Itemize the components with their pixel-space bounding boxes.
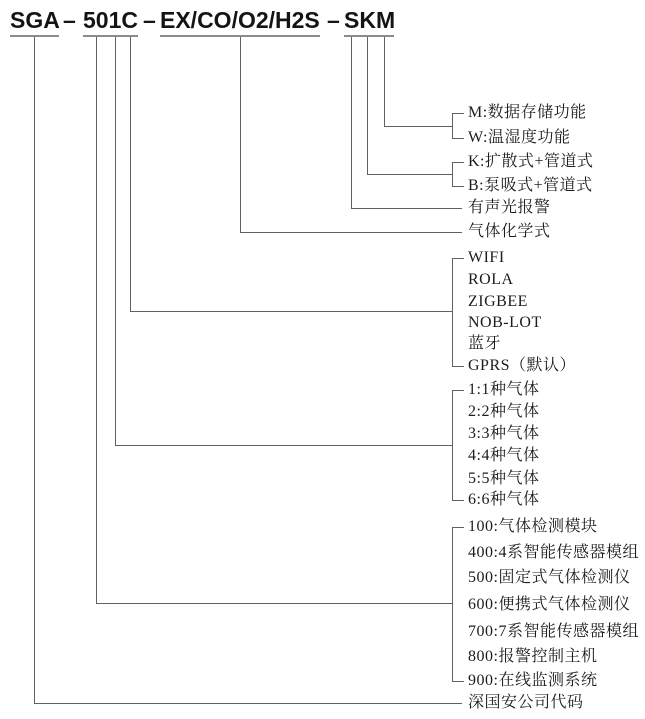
label-comm-nob-lot: NOB-LOT	[468, 314, 542, 331]
title-company-code: SGA	[10, 7, 60, 33]
label-alarm: 有声光报警	[468, 199, 551, 216]
drop-line-series	[96, 37, 97, 604]
title-gas-count-digit: 1	[108, 7, 122, 33]
bracket-comm-tick-bottom	[452, 366, 464, 367]
bracket-gas-count	[452, 390, 453, 501]
title-suffix-letters	[344, 7, 395, 34]
connector-chemical	[240, 232, 462, 233]
bracket-sampling-tick-top	[452, 162, 464, 163]
label-gas-5: 5:5种气体	[468, 470, 540, 487]
label-comm-gprs: GPRS（默认）	[468, 357, 577, 374]
label-gas-6: 6:6种气体	[468, 491, 540, 508]
label-gas-2: 2:2种气体	[468, 403, 540, 420]
label-sampling-k: K:扩散式+管道式	[468, 153, 594, 170]
bracket-sampling	[452, 162, 453, 187]
drop-line-company	[34, 37, 35, 704]
bracket-storage-tick-top	[452, 113, 464, 114]
title-storage-letter: M	[375, 7, 396, 33]
label-product-500: 500:固定式气体检测仪	[468, 569, 631, 586]
bracket-storage	[452, 113, 453, 139]
title-dash-1: –	[63, 7, 76, 33]
drop-line-storage	[384, 37, 385, 127]
label-product-100: 100:气体检测模块	[468, 518, 598, 535]
drop-line-alarm	[351, 37, 352, 209]
connector-product	[96, 603, 453, 604]
bracket-storage-tick-bottom	[452, 138, 464, 139]
label-gas-1: 1:1种气体	[468, 381, 540, 398]
connector-alarm	[351, 208, 462, 209]
label-gas-3: 3:3种气体	[468, 425, 540, 442]
label-gas-4: 4:4种气体	[468, 447, 540, 464]
label-product-400: 400:4系智能传感器模组	[468, 544, 639, 561]
bracket-comm-tick-top	[452, 258, 464, 259]
bracket-gas-count-tick-top	[452, 390, 464, 391]
drop-line-gas-formula	[240, 37, 241, 233]
title-gas-formula: EX/CO/O2/H2S	[160, 7, 320, 33]
drop-line-sampling	[367, 37, 368, 175]
label-product-600: 600:便携式气体检测仪	[468, 596, 631, 613]
label-chemical: 气体化学式	[468, 223, 551, 240]
label-product-800: 800:报警控制主机	[468, 648, 598, 665]
bracket-product	[452, 527, 453, 682]
title-comm-letter: C	[121, 7, 139, 33]
title-series-digit: 50	[83, 7, 109, 33]
label-product-900: 900:在线监测系统	[468, 672, 598, 689]
label-company-code: 深国安公司代码	[468, 694, 584, 711]
title-sampling-letter: K	[359, 7, 376, 33]
bracket-gas-count-tick-bottom	[452, 500, 464, 501]
title-model-number	[83, 7, 138, 34]
label-storage-w: W:温湿度功能	[468, 129, 571, 146]
bracket-product-tick-bottom	[452, 681, 464, 682]
connector-storage	[384, 126, 453, 127]
label-comm-wifi: WIFI	[468, 249, 505, 266]
label-comm-bluetooth: 蓝牙	[468, 335, 502, 352]
bracket-sampling-tick-bottom	[452, 186, 464, 187]
label-product-700: 700:7系智能传感器模组	[468, 623, 639, 640]
title-dash-3: –	[327, 7, 340, 33]
bracket-product-tick-top	[452, 527, 464, 528]
label-sampling-b: B:泵吸式+管道式	[468, 177, 593, 194]
label-storage-m: M:数据存储功能	[468, 104, 587, 121]
label-comm-rola: ROLA	[468, 271, 514, 288]
title-alarm-letter: S	[344, 7, 360, 33]
drop-line-comm	[130, 37, 131, 312]
title-dash-2: –	[143, 7, 156, 33]
drop-line-gas-count	[115, 37, 116, 446]
label-comm-zigbee: ZIGBEE	[468, 293, 528, 310]
connector-company	[34, 703, 462, 704]
connector-comm	[130, 311, 453, 312]
connector-sampling	[367, 174, 453, 175]
bracket-comm	[452, 258, 453, 367]
connector-gas-count	[115, 445, 453, 446]
